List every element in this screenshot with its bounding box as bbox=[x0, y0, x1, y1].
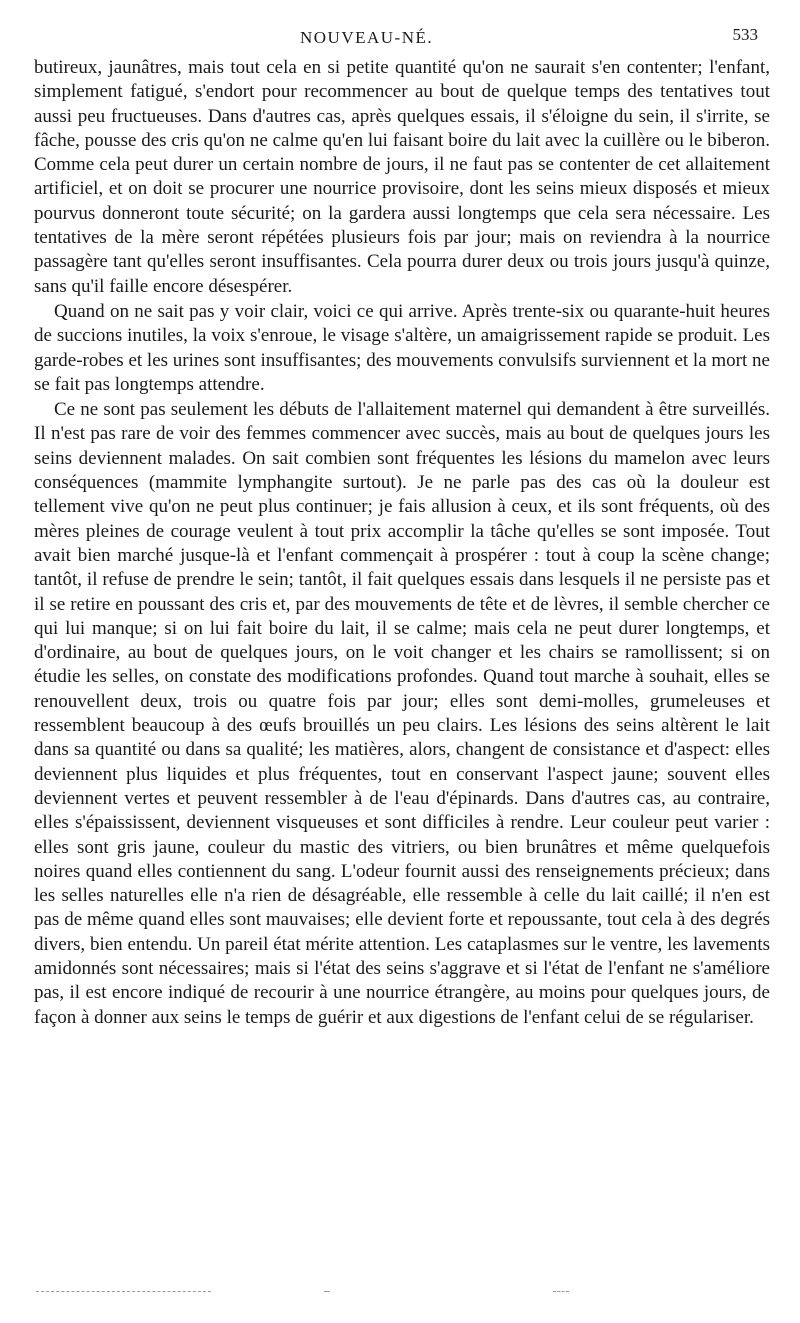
print-artifact-line bbox=[36, 1291, 211, 1292]
paragraph-1: butireux, jaunâtres, mais tout cela en si petite quantité qu'on ne saurait s'en contenter; l'enfant, simplement fatigué, s'endort pour recommencer au bout de quelque temps des tentatives tout aussi peu fructueuses. Dans d'autres cas, après quelques essais, il s'éloigne du sein, il s'irrite, se fâche, pousse des cris qu'on ne calme qu'en lui faisant boire du lait avec la cuillère ou le biberon. Comme cela peut durer un certain nombre de jours, il ne faut pas se contenter de cet allaitement artificiel, et on doit se procurer une nourrice provisoire, dont les seins mieux disposés et mieux pourvus donneront toute sécurité; on la gardera aussi longtemps que cela sera nécessaire. Les tentatives de la mère seront répétées plusieurs fois par jour; mais on reviendra à la nourrice passagère tant qu'elles seront insuffisantes. Cela pourra durer deux ou trois jours jusqu'à quinze, sans qu'il faille encore désespérer. bbox=[34, 57, 770, 297]
print-artifact-dot bbox=[324, 1291, 330, 1292]
paragraph-2: Quand on ne sait pas y voir clair, voici ce qui arrive. Après trente-six ou quarante-huit heures de succions inutiles, la voix s'enroue, le visage s'altère, un amaigrissement rapide se produit. Les garde-robes et les urines sont insuffisantes; des mouvements convulsifs surviennent et la mort ne se fait pas longtemps attendre. bbox=[34, 300, 770, 395]
running-head bbox=[0, 20, 800, 50]
page-number: 533 bbox=[732, 25, 758, 44]
paragraph-3: Ce ne sont pas seulement les débuts de l'allaitement maternel qui demandent à être surveillés. Il n'est pas rare de voir des femmes commencer avec succès, mais au bout de quelques jours les seins deviennent malades. On sait combien sont fréquentes les lésions du mamelon avec leurs conséquences (mammite lymphangite surtout). Je ne parle pas des cas où la douleur est tellement vive qu'on ne peut plus continuer; je fais allusion à ceux, et ils sont fréquents, où des mères pleines de courage veulent à tout prix accomplir la tâche qu'elles se sont imposée. Tout avait bien marché jusque-là et l'enfant commençait à prospérer : tout à coup la scène change; tantôt, il refuse de prendre le sein; tantôt, il fait quelques essais dans lesquels il ne persiste pas et il se retire en poussant des cris et, par des mouvements de tête et de lèvres, il semble chercher ce qui lui manque; si on lui fait boire du lait, il se calme; mais cela ne peut durer longtemps, et d'ordinaire, au bout de quelques jours, on le voit changer et les chairs se ramollissent; si on étudie les selles, on constate des modifications profondes. Quand tout marche à souhait, elles se renouvellent deux, trois ou quatre fois par jour; elles sont demi-molles, grumeleuses et ressemblent beaucoup à des œufs brouillés un peu clairs. Les lésions des seins altèrent le lait dans sa quantité ou dans sa qualité; les matières, alors, changent de consistance et d'aspect: elles deviennent plus liquides et plus fréquentes, tout en conservant l'aspect jaune; souvent elles deviennent vertes et peuvent ressembler à de l'eau d'épinards. Dans d'autres cas, au contraire, elles s'épaississent, deviennent visqueuses et sont difficiles à rendre. Leur couleur peut varier : elles sont gris jaune, couleur du mastic des vitriers, ou bien brunâtres et même quelquefois noires quand elles contiennent du sang. L'odeur fournit aussi des renseignements précieux; dans les selles naturelles elle n'a rien de désagréable, elle ressemble à celle du lait caillé; il n'en est pas de même quand elles sont mauvaises; elle devient forte et repoussante, tout cela à des degrés divers, bien entendu. Un pareil état mérite attention. Les cataplasmes sur le ventre, les lavements amidonnés sont nécessaires; mais si l'état des seins s'aggrave et si l'état de l'enfant ne s'améliore pas, il est encore indiqué de recourir à une nourrice étrangère, au moins pour quelques jours, de façon à donner aux seins le temps de guérir et aux digestions de l'enfant celui de se régulariser. bbox=[34, 399, 770, 1028]
print-artifact-dash bbox=[553, 1291, 569, 1292]
body-text bbox=[34, 56, 770, 1030]
running-title: NOUVEAU-NÉ. bbox=[300, 28, 434, 47]
